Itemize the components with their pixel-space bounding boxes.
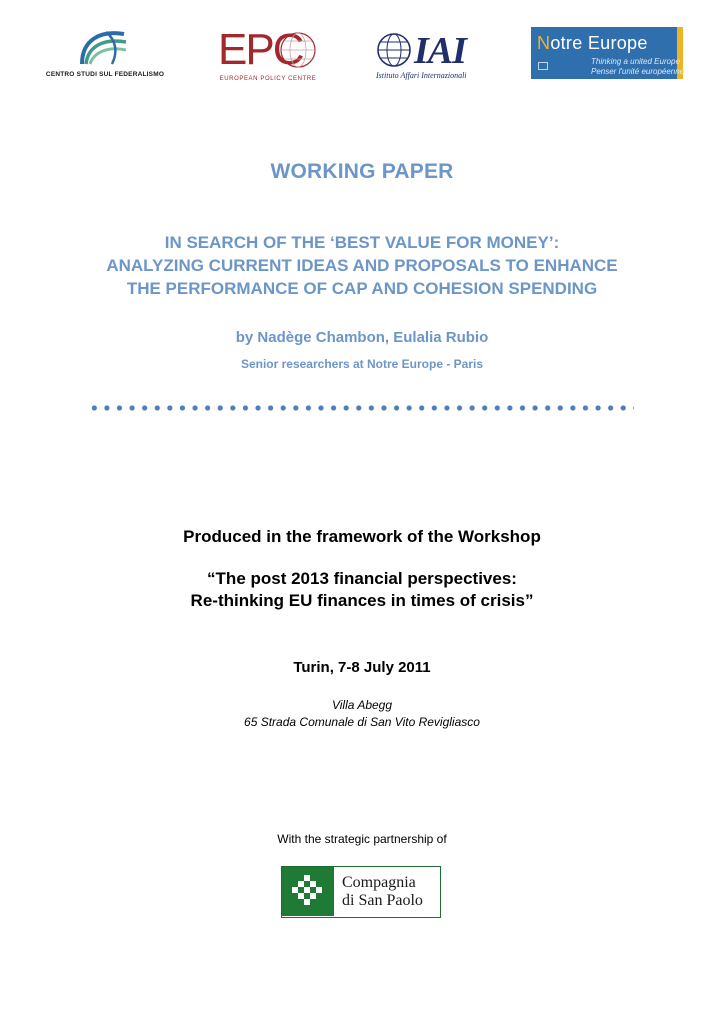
dotted-divider (88, 404, 634, 412)
csp-name-line: di San Paolo (342, 892, 423, 909)
checker-cross-icon (292, 875, 324, 907)
workshop-title (0, 568, 724, 612)
iai-mark: IAI (414, 30, 466, 72)
epc-caption: EUROPEAN POLICY CENTRE (219, 76, 317, 82)
notre-europe-name: otre Europe (550, 33, 648, 53)
iai-caption: Istituto Affari Internazionali (376, 71, 467, 80)
globe-icon (278, 30, 318, 70)
document-title-line: THE PERFORMANCE OF CAP AND COHESION SPENDING (126, 279, 598, 298)
csp-name (342, 874, 423, 910)
logo-compagnia-di-san-paolo (281, 866, 441, 918)
csp-emblem (282, 867, 334, 916)
partnership-label: With the strategic partnership of (277, 832, 447, 846)
notre-europe-initial: N (537, 33, 551, 53)
logo-european-policy-centre (210, 24, 326, 86)
logo-notre-europe (531, 27, 683, 79)
place-and-date: Turin, 7-8 July 2011 (293, 659, 431, 676)
notre-europe-mark (537, 33, 648, 54)
eu-flag-icon (538, 62, 548, 70)
document-authors: by Nadège Chambon, Eulalia Rubio (235, 329, 489, 346)
document-title (0, 231, 724, 300)
logo-istituto-affari-internazionali (372, 28, 488, 86)
notre-europe-tagline-fr: Penser l'unité européenne (591, 67, 685, 76)
csf-emblem-icon (76, 26, 130, 68)
iai-globe-icon (376, 32, 412, 68)
workshop-title-line: “The post 2013 financial perspectives: (207, 569, 517, 588)
venue-address: 65 Strada Comunale di San Vito Revigliasco (244, 715, 480, 729)
logo-centro-studi-federalismo (40, 26, 170, 82)
notre-europe-tagline-en: Thinking a united Europe (591, 57, 680, 66)
document-title-line: IN SEARCH OF THE ‘BEST VALUE FOR MONEY’: (164, 233, 560, 252)
epc-mark: EPC (218, 25, 303, 74)
document-title-line: ANALYZING CURRENT IDEAS AND PROPOSALS TO ENHANCE (106, 256, 618, 275)
document-type: WORKING PAPER (270, 160, 454, 183)
csf-caption: CENTRO STUDI SUL FEDERALISMO (45, 71, 165, 78)
workshop-title-line: Re-thinking EU finances in times of crisis” (190, 591, 534, 610)
venue-name: Villa Abegg (331, 698, 393, 712)
document-affiliation: Senior researchers at Notre Europe - Paris (240, 357, 484, 371)
venue (0, 697, 724, 731)
framework-statement: Produced in the framework of the Workshop (183, 527, 541, 546)
csp-name-line: Compagnia (342, 874, 416, 891)
